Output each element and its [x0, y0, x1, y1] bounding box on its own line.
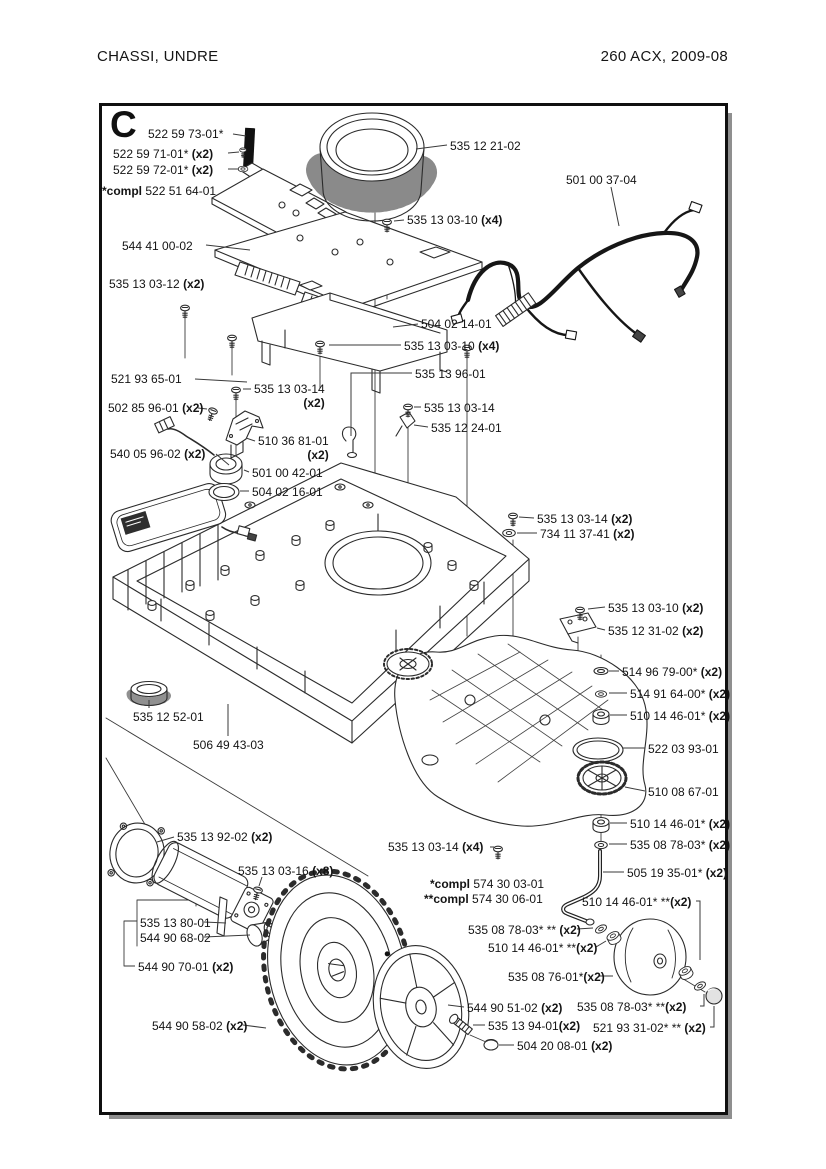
part-label: 504 02 16-01	[252, 485, 323, 499]
part-label: 535 13 80-01	[140, 916, 211, 930]
part-label: 501 00 42-01	[252, 466, 323, 480]
section-letter: C	[110, 104, 137, 145]
part-label: 504 02 14-01	[421, 317, 492, 331]
page-title: CHASSI, UNDRE	[97, 48, 219, 65]
part-label: 521 93 65-01	[111, 372, 182, 386]
part-label: 506 49 43-03	[193, 738, 264, 752]
part-label: 510 08 67-01	[648, 785, 719, 799]
part-label: 544 90 58-02 (x2)	[152, 1019, 248, 1033]
part-label: 734 11 37-41 (x2)	[540, 527, 635, 541]
part-label: 544 41 00-02	[122, 239, 193, 253]
part-label: 535 12 52-01	[133, 710, 204, 724]
part-label: 505 19 35-01* (x2)	[627, 866, 728, 880]
part-label: 535 12 21-02	[450, 139, 521, 153]
part-label: 535 13 03-16 (x8)	[238, 864, 334, 878]
part-label: 510 14 46-01* **(x2)	[582, 895, 692, 909]
part-label: 535 13 03-14	[424, 401, 495, 415]
part-label: 535 13 03-10 (x4)	[404, 339, 500, 353]
part-label: 535 08 78-03* ** (x2)	[468, 923, 581, 937]
part-label: 510 36 81-01 (x2)	[258, 434, 329, 463]
part-label: 522 03 93-01	[648, 742, 719, 756]
part-label: 504 20 08-01 (x2)	[517, 1039, 613, 1053]
part-label: 522 59 71-01* (x2)	[113, 147, 214, 161]
part-label: 535 13 92-02 (x2)	[177, 830, 273, 844]
part-label: 510 14 46-01* (x2)	[630, 709, 731, 723]
part-label: 535 13 03-14 (x2)	[254, 382, 325, 411]
part-label: 535 08 78-03* **(x2)	[577, 1000, 687, 1014]
part-label: 501 00 37-04	[566, 173, 637, 187]
part-label: 522 59 72-01* (x2)	[113, 163, 214, 177]
part-label: 502 85 96-01 (x2)	[108, 401, 204, 415]
part-label: 535 13 96-01	[415, 367, 486, 381]
part-label: 510 14 46-01* (x2)	[630, 817, 731, 831]
part-label: 544 90 68-02	[140, 931, 211, 945]
part-label: *compl 574 30 03-01	[430, 877, 545, 891]
part-label: 514 96 79-00* (x2)	[622, 665, 723, 679]
part-label: 535 08 78-03* (x2)	[630, 838, 731, 852]
part-label: 544 90 51-02 (x2)	[467, 1001, 563, 1015]
part-label: 535 13 03-10 (x4)	[407, 213, 503, 227]
part-label: 522 59 73-01*	[148, 127, 224, 141]
part-label: 540 05 96-02 (x2)	[110, 447, 206, 461]
part-label: **compl 574 30 06-01	[424, 892, 543, 906]
part-label: 535 12 24-01	[431, 421, 502, 435]
part-label: 535 13 03-10 (x2)	[608, 601, 704, 615]
part-label: 535 13 94-01(x2)	[488, 1019, 581, 1033]
part-label: *compl 522 51 64-01	[102, 184, 217, 198]
part-label: 535 12 31-02 (x2)	[608, 624, 704, 638]
model-revision: 260 ACX, 2009-08	[600, 48, 728, 65]
part-label: 544 90 70-01 (x2)	[138, 960, 234, 974]
part-label: 535 08 76-01*(x2)	[508, 970, 605, 984]
part-label: 535 13 03-14 (x2)	[537, 512, 633, 526]
part-label: 514 91 64-00* (x2)	[630, 687, 731, 701]
part-label: 535 13 03-14 (x4)	[388, 840, 484, 854]
part-label: 535 13 03-12 (x2)	[109, 277, 205, 291]
part-label: 510 14 46-01* **(x2)	[488, 941, 598, 955]
part-label: 521 93 31-02* ** (x2)	[593, 1021, 706, 1035]
